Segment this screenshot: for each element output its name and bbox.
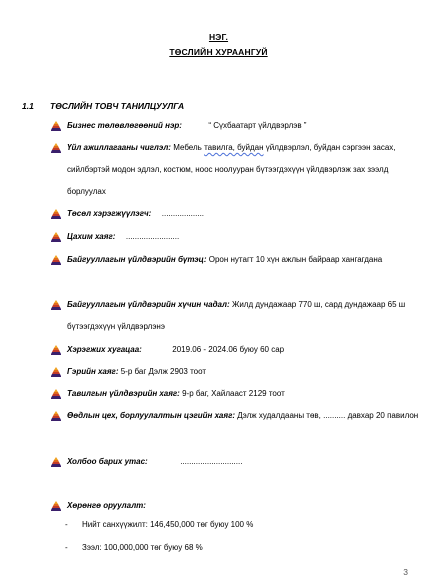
item-label: Өөдлын цех, борлуулалтын цэгийн хаяг:: [67, 411, 236, 420]
item-value: 5-р баг Дэлж 2903 тоот: [120, 367, 207, 376]
dash-bullet: -: [65, 543, 68, 552]
pyramid-bullet-icon: [51, 121, 61, 131]
page-number: 3: [403, 567, 408, 577]
item-label: Гэрийн хаяг:: [67, 367, 119, 376]
pyramid-bullet-icon: [51, 501, 61, 511]
list-item-duration: [51, 339, 421, 361]
list-item-business-plan-name: [51, 115, 421, 137]
section-heading: [22, 101, 184, 111]
pyramid-bullet-icon: [51, 411, 61, 421]
item-label: Цахим хаяг:: [67, 232, 116, 241]
item-value: Дэлж худалдааны төв, .......... давхар 20 павилон: [237, 411, 419, 420]
pyramid-bullet-icon: [51, 209, 61, 219]
list-item-home-address: [51, 361, 421, 383]
pyramid-bullet-icon: [51, 300, 61, 310]
item-label: Тавилгын үйлдвэрийн хаяг:: [67, 389, 180, 398]
list-item-activity-direction: [51, 137, 421, 203]
list-item-email: [51, 226, 421, 248]
list-item-capacity: [51, 294, 421, 338]
item-value: Мебель: [173, 143, 205, 152]
item-value: Жилд дундажаар 770 ш, сард дундажаар 65 ш бүтээгдэхүүн үйлдвэрлэнэ: [67, 300, 406, 331]
item-value: 2019.06 - 2024.06 буюу 60 сар: [172, 345, 285, 354]
pyramid-bullet-icon: [51, 457, 61, 467]
pyramid-bullet-icon: [51, 143, 61, 153]
item-label: Холбоо барих утас:: [67, 457, 148, 466]
item-label: Байгууллагын үйлдвэрийн бүтэц:: [67, 255, 207, 264]
pyramid-bullet-icon: [51, 232, 61, 242]
pyramid-bullet-icon: [51, 255, 61, 265]
item-value: ...................: [161, 209, 205, 218]
investment-total-line: [65, 518, 253, 532]
item-value: ........................: [125, 232, 180, 241]
pyramid-bullet-icon: [51, 389, 61, 399]
spellcheck-underlined-text: тавилга, буйдан: [204, 143, 264, 152]
pyramid-bullet-icon: [51, 367, 61, 377]
pyramid-bullet-icon: [51, 345, 61, 355]
list-item-factory-address: [51, 383, 421, 405]
item-label: Хэрэгжих хугацаа:: [67, 345, 142, 354]
item-value: “ Сүхбаатарт үйлдвэрлэв ”: [208, 121, 307, 130]
item-label: Байгууллагын үйлдвэрийн хүчин чадал:: [67, 300, 230, 309]
investment-loan: Зээл: 100,000,000 төг буюу 68 %: [82, 543, 203, 552]
item-label: Бизнес төлөвлөгөөний нэр:: [67, 121, 182, 130]
item-label: Хөрөнгө оруулалт:: [67, 501, 146, 510]
item-value: ............................: [180, 457, 243, 466]
list-item-phone: [51, 451, 421, 473]
list-item-org-structure: [51, 249, 421, 271]
item-value: 9-р баг, Хайлааст 2129 тоот: [182, 389, 285, 398]
list-item-project-implementer: [51, 203, 421, 225]
list-item-investment: [51, 495, 421, 517]
investment-total: Нийт санхүүжилт: 146,450,000 төг буюу 100 %: [82, 520, 254, 529]
section-number: 1.1: [22, 101, 34, 111]
item-value-cont: үйлдвэрлэл, буйдан сэргээн засах, сийлбэртэй модон эдлэл, костюм, ноос ноолууран бүтээгдэхүүн үйлдвэрлэж зах зээлд борлуулах: [67, 143, 396, 196]
dash-bullet: -: [65, 520, 68, 529]
item-value: Орон нутагт 10 хүн ажлын байраар хангагдана: [208, 255, 383, 264]
item-label: Үйл ажиллагааны чиглэл:: [67, 143, 171, 152]
investment-loan-line: [65, 541, 203, 555]
item-label: Төсөл хэрэгжүүлэгч:: [67, 209, 152, 218]
document-number-heading: НЭГ.: [208, 32, 229, 42]
document-title: ТӨСЛИЙН ХУРААНГУЙ: [169, 47, 268, 57]
list-item-workshop-address: [51, 405, 421, 427]
section-title: ТӨСЛИЙН ТОВЧ ТАНИЛЦУУЛГА: [50, 101, 185, 111]
